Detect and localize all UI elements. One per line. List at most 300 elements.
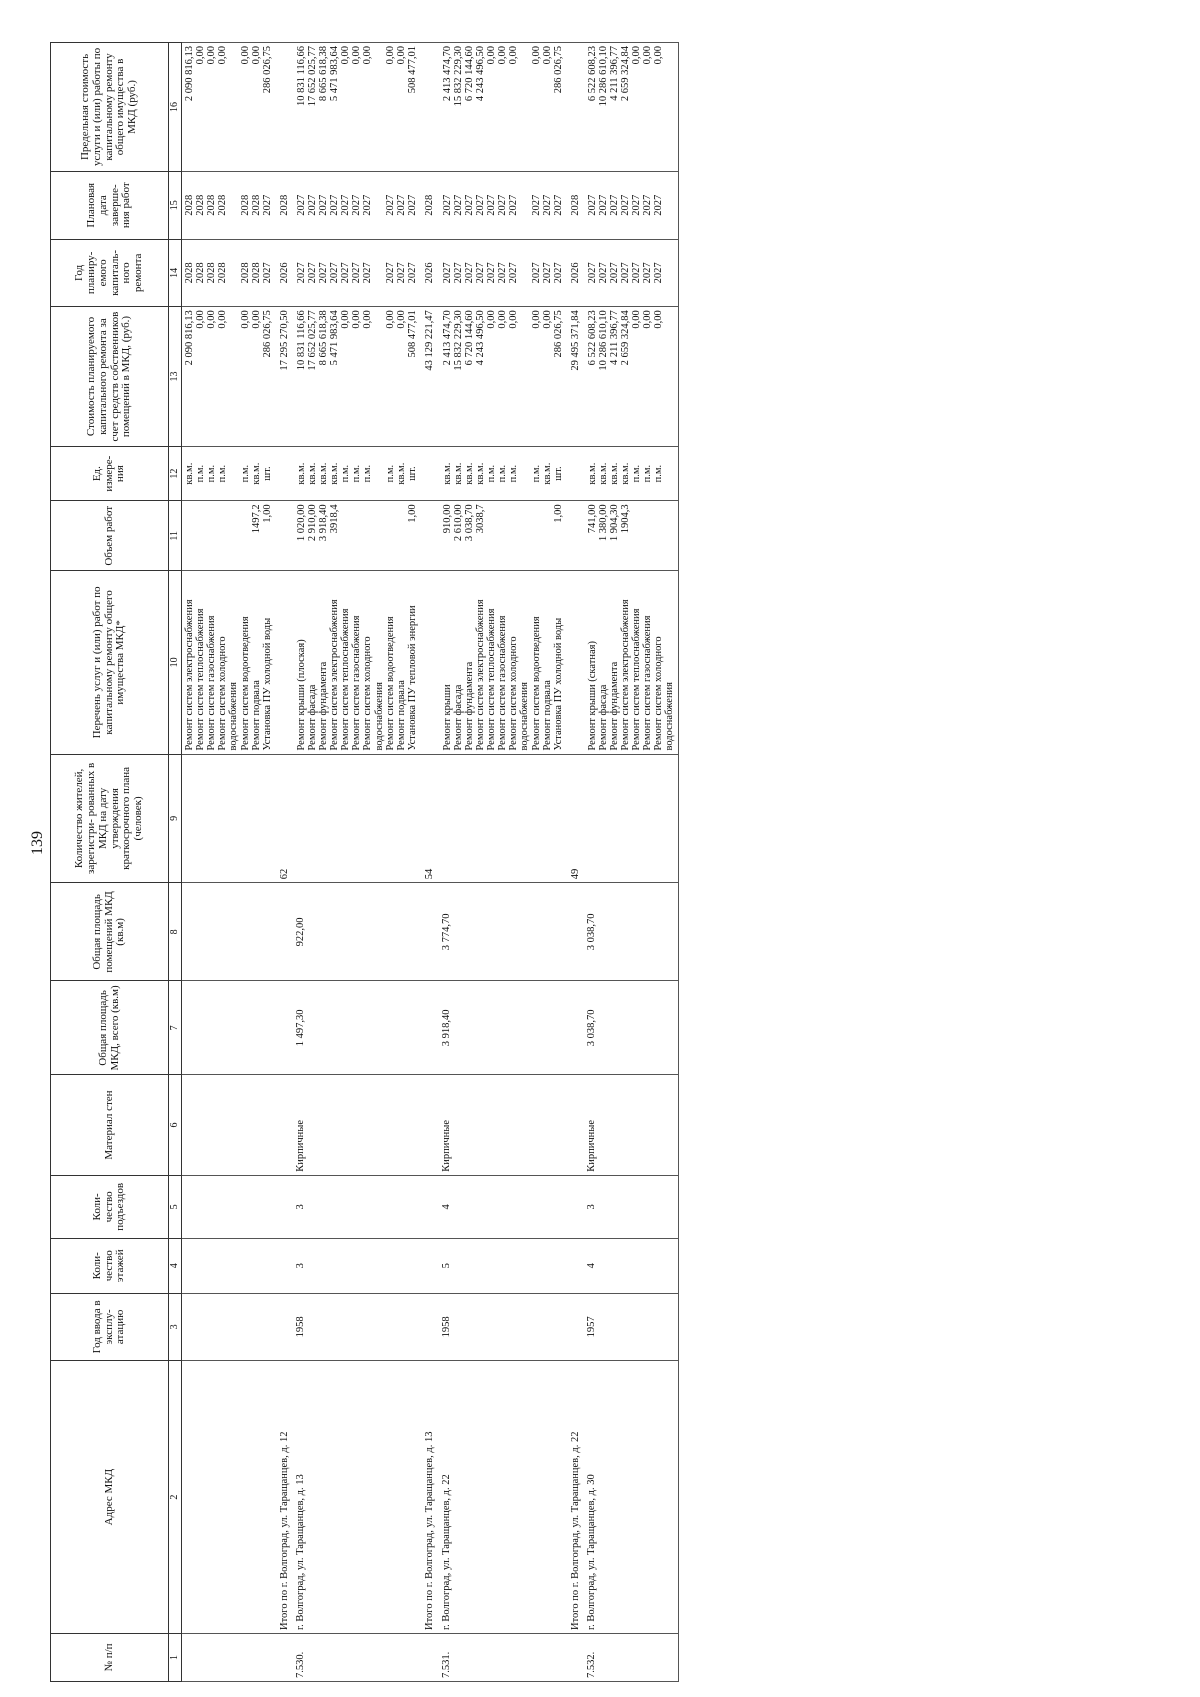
work-list-line: Установка ПУ тепловой энергии: [407, 605, 419, 751]
total-label: Итого по г. Волгоград, ул. Таращанцев, д. 12: [275, 1361, 294, 1634]
column-header: Предельная стоимость услуги и (или) работы по капитальному ремонту общего имущества в МКД (руб.): [51, 43, 169, 172]
end-date-list-line: 2027: [652, 194, 664, 216]
empty-cell: [275, 883, 294, 981]
entrances-count: 3: [294, 1175, 420, 1238]
year-list: [440, 239, 566, 307]
limit-list-line: 6 720 144,60: [463, 46, 475, 102]
volume-list-line: [486, 504, 497, 567]
volume-list-line: [497, 504, 508, 567]
limit-list-line: 0,00: [385, 46, 397, 65]
work-list-line: Ремонт систем теплоснабжения: [485, 608, 497, 751]
work-list-line: Ремонт систем теплоснабжения: [195, 608, 206, 751]
unit-list-line: п.м.: [641, 464, 653, 483]
continuation-row: [182, 43, 276, 1682]
cost-list-line: 2 659 324,84: [619, 310, 631, 366]
volume-list-line: [542, 504, 553, 567]
limit-list-line: 0,00: [496, 46, 508, 65]
volume-list-line: [631, 504, 642, 567]
unit-list-line: кв.м.: [307, 462, 319, 485]
capital-repair-table: [50, 42, 679, 1682]
end-date-list-line: 2027: [463, 194, 475, 216]
limit-list-line: 0,00: [641, 46, 653, 65]
column-number: 11: [169, 501, 182, 571]
empty-cell: [420, 1634, 439, 1682]
end-date-list-line: 2027: [385, 194, 397, 216]
column-header: Перечень услуг и (или) работ по капитальному ремонту общего имущества МКД*: [51, 571, 169, 754]
volume-list-line: 1 380,00: [597, 504, 609, 542]
cost-list-line: 15 832 229,30: [452, 310, 464, 371]
unit-list: [585, 446, 679, 501]
total-limit: [275, 43, 294, 172]
limit-list-line: 0,00: [206, 46, 217, 65]
volume-list-line: [385, 504, 396, 567]
work-list-line: Ремонт фасада: [452, 684, 464, 751]
end-date-list-line: 2027: [318, 194, 330, 216]
year-list-line: 2027: [385, 262, 397, 284]
work-list: [585, 571, 679, 754]
cost-list-line: 0,00: [541, 310, 553, 329]
empty-cell: [182, 1075, 276, 1175]
cost-list-line: 286 026,75: [262, 310, 273, 358]
commission-year: 1957: [585, 1293, 679, 1361]
volume-list-line: 1,00: [552, 504, 564, 523]
limit-list-line: 4 211 396,77: [608, 46, 620, 101]
empty-cell: [294, 754, 420, 883]
year-list-line: 2027: [463, 262, 475, 284]
limit-list-line: 0,00: [507, 46, 519, 65]
wall-material: Кирпичные: [440, 1075, 566, 1175]
volume-list-line: 1 904,30: [608, 504, 620, 542]
end-date-list-line: 2027: [608, 194, 620, 216]
empty-cell: [566, 446, 585, 501]
cost-list-line: 0,00: [630, 310, 642, 329]
work-list-line: Ремонт фундамента: [608, 661, 620, 751]
limit-list-line: 15 832 229,30: [452, 46, 464, 107]
end-date-list: [585, 171, 679, 239]
volume-list-line: 2 910,00: [307, 504, 319, 542]
limit-list-line: 4 243 496,50: [474, 46, 486, 102]
building-address: г. Волгоград, ул. Таращанцев, д. 30: [585, 1361, 679, 1634]
year-list-line: 2027: [541, 262, 553, 284]
volume-list: [585, 501, 679, 571]
year-list-line: 2027: [307, 262, 319, 284]
unit-list-line: п.м.: [340, 464, 352, 483]
work-list-line: Ремонт подвала: [396, 680, 408, 751]
table-header: [51, 43, 182, 1682]
volume-list-line: 3 038,70: [463, 504, 475, 542]
column-number: 2: [169, 1361, 182, 1634]
row-number: 7.530.: [294, 1634, 420, 1682]
limit-list-line: 10 286 610,10: [597, 46, 609, 107]
column-number: 8: [169, 883, 182, 981]
empty-cell: [182, 1175, 276, 1238]
total-label: Итого по г. Волгоград, ул. Таращанцев, д. 22: [566, 1361, 585, 1634]
work-list-line: Ремонт систем электроснабжения: [474, 599, 486, 751]
end-date-list-line: 2028: [195, 194, 206, 216]
year-list-line: 2027: [652, 262, 664, 284]
volume-list-line: 1904,3: [619, 504, 631, 534]
empty-cell: [420, 883, 439, 981]
work-list-line: Установка ПУ холодной воды: [262, 617, 273, 751]
cost-list-line: 0,00: [351, 310, 363, 329]
unit-list-line: п.м.: [385, 464, 397, 483]
volume-list-line: [362, 504, 385, 567]
volume-list-line: [184, 504, 195, 567]
cost-list-line: 5 471 983,64: [329, 310, 341, 366]
unit-list-line: кв.м.: [541, 462, 553, 485]
residents-count: 49: [566, 754, 585, 883]
work-list-line: Ремонт фасада: [307, 684, 319, 751]
end-date-list-line: 2027: [307, 194, 319, 216]
empty-cell: [420, 501, 439, 571]
cost-list-line: 8 665 618,38: [318, 310, 330, 366]
end-date-list-line: 2027: [362, 194, 374, 216]
limit-list-line: 0,00: [530, 46, 542, 65]
table-body: [182, 43, 679, 1682]
year-list-line: 2027: [619, 262, 631, 284]
limit-list-line: 0,00: [251, 46, 262, 65]
empty-cell: [182, 981, 276, 1075]
year-list-line: 2027: [329, 262, 341, 284]
column-number: 6: [169, 1075, 182, 1175]
column-header: Адрес МКД: [51, 1361, 169, 1634]
empty-cell: [275, 1293, 294, 1361]
unit-list-line: шт.: [262, 466, 273, 481]
column-header: Стоимость планируемого капитального ремонта за счет средств собственников помещений в МКД, (руб.): [51, 307, 169, 447]
empty-cell: [566, 1634, 585, 1682]
end-date-list-line: 2028: [240, 194, 251, 216]
limit-list-line: 2 659 324,84: [619, 46, 631, 102]
total-cost: 17 295 270,50: [275, 307, 294, 447]
end-date-list-line: 2027: [597, 194, 609, 216]
year-list-line: 2027: [586, 262, 598, 284]
empty-cell: [566, 1075, 585, 1175]
empty-cell: [420, 1239, 439, 1294]
unit-list-line: кв.м.: [441, 462, 453, 485]
total-label: Итого по г. Волгоград, ул. Таращанцев, д. 13: [420, 1361, 439, 1634]
year-list-line: 2027: [485, 262, 497, 284]
column-header: Общая площадь МКД, всего (кв.м): [51, 981, 169, 1075]
cost-list-line: 0,00: [396, 310, 408, 329]
unit-list: [294, 446, 420, 501]
empty-cell: [182, 1361, 276, 1634]
empty-cell: [440, 754, 566, 883]
work-list-line: Ремонт систем газоснабжения: [496, 615, 508, 751]
cost-list-line: 6 720 144,60: [463, 310, 475, 366]
cost-list-line: 4 243 496,50: [474, 310, 486, 366]
year-list-line: 2027: [407, 262, 419, 284]
end-date-list-line: 2027: [396, 194, 408, 216]
empty-cell: [275, 1634, 294, 1682]
end-date-list-line: 2028: [217, 194, 228, 216]
work-list-line: Ремонт систем электроснабжения: [619, 599, 631, 751]
work-list-line: Ремонт крыши (плоская): [296, 639, 308, 751]
unit-list-line: кв.м.: [396, 462, 408, 485]
limit-list-line: 17 652 025,77: [307, 46, 319, 107]
empty-cell: [566, 1175, 585, 1238]
limit-list-line: 0,00: [351, 46, 363, 65]
area-rooms: 3 038,70: [585, 883, 679, 981]
limit-list: [294, 43, 420, 172]
column-header: Ед. измере- ния: [51, 446, 169, 501]
volume-list-line: 1,00: [407, 504, 419, 523]
volume-list-line: [351, 504, 362, 567]
column-number: 5: [169, 1175, 182, 1238]
column-number: 16: [169, 43, 182, 172]
floors-count: 3: [294, 1239, 420, 1294]
work-list-line: Ремонт систем холодного водоснабжения: [652, 636, 676, 751]
end-date-list-line: 2027: [262, 194, 273, 216]
floors-count: 5: [440, 1239, 566, 1294]
end-date-list-line: 2027: [296, 194, 308, 216]
empty-cell: [566, 501, 585, 571]
total-end-date: 2028: [566, 171, 585, 239]
year-list-line: 2027: [362, 262, 374, 284]
work-list-line: Ремонт систем холодного водоснабжения: [507, 636, 530, 751]
year-list-line: 2027: [441, 262, 453, 284]
unit-list: [182, 446, 276, 501]
floors-count: 4: [585, 1239, 679, 1294]
year-list-line: 2027: [597, 262, 609, 284]
total-end-date: 2028: [420, 171, 439, 239]
year-list-line: 2027: [630, 262, 642, 284]
residents-count: 54: [420, 754, 439, 883]
end-date-list-line: 2027: [474, 194, 486, 216]
year-list: [182, 239, 276, 307]
volume-list-line: [396, 504, 407, 567]
unit-list-line: кв.м.: [251, 462, 262, 485]
total-year: 2026: [420, 239, 439, 307]
volume-list-line: [217, 504, 240, 567]
end-date-list-line: 2027: [340, 194, 352, 216]
end-date-list-line: 2027: [552, 194, 564, 216]
column-number: 14: [169, 239, 182, 307]
unit-list-line: п.м.: [351, 464, 363, 483]
unit-list-line: п.м.: [362, 464, 374, 483]
residents-count: 62: [275, 754, 294, 883]
limit-list-line: 0,00: [195, 46, 206, 65]
year-list-line: 2027: [474, 262, 486, 284]
volume-list-line: [508, 504, 531, 567]
building-row: [440, 43, 566, 1682]
volume-list-line: 3918,4: [329, 504, 341, 534]
page-number: 139: [29, 831, 46, 855]
unit-list-line: кв.м.: [474, 462, 486, 485]
entrances-count: 4: [440, 1175, 566, 1238]
cost-list-line: 0,00: [240, 310, 251, 329]
empty-cell: [182, 1239, 276, 1294]
wall-material: Кирпичные: [585, 1075, 679, 1175]
empty-cell: [275, 446, 294, 501]
end-date-list-line: 2027: [351, 194, 363, 216]
work-list-line: Ремонт систем газоснабжения: [351, 615, 363, 751]
cost-list: [294, 307, 420, 447]
unit-list-line: кв.м.: [329, 462, 341, 485]
unit-list-line: п.м.: [217, 464, 228, 483]
column-number: 7: [169, 981, 182, 1075]
cost-list-line: 10 286 610,10: [597, 310, 609, 371]
cost-list-line: 0,00: [496, 310, 508, 329]
unit-list-line: кв.м.: [296, 462, 308, 485]
work-list-line: Ремонт фасада: [597, 684, 609, 751]
cost-list-line: 0,00: [206, 310, 217, 329]
column-header: Коли- чество этажей: [51, 1239, 169, 1294]
cost-list-line: 0,00: [362, 310, 374, 329]
limit-list-line: 5 471 983,64: [329, 46, 341, 102]
volume-list-line: 3 918,40: [318, 504, 330, 542]
limit-list-line: 0,00: [485, 46, 497, 65]
year-list-line: 2027: [507, 262, 519, 284]
limit-list-line: 2 090 816,13: [184, 46, 195, 102]
work-list-line: Ремонт систем теплоснабжения: [340, 608, 352, 751]
empty-cell: [182, 883, 276, 981]
volume-list-line: 2 610,00: [452, 504, 464, 542]
limit-list-line: 0,00: [362, 46, 374, 65]
unit-list-line: кв.м.: [184, 462, 195, 485]
work-list-line: Ремонт крыши (скатная): [586, 641, 598, 751]
limit-list-line: 10 831 116,66: [296, 46, 308, 106]
work-list-line: Ремонт систем холодного водоснабжения: [362, 636, 385, 751]
total-year: 2026: [275, 239, 294, 307]
unit-list-line: кв.м.: [452, 462, 464, 485]
unit-list-line: п.м.: [206, 464, 217, 483]
column-number: 15: [169, 171, 182, 239]
cost-list-line: 6 522 608,23: [586, 310, 598, 366]
building-address: г. Волгоград, ул. Таращанцев, д. 13: [294, 1361, 420, 1634]
limit-list-line: 2 413 474,70: [441, 46, 453, 102]
end-date-list-line: 2027: [496, 194, 508, 216]
cost-list-line: 4 211 396,77: [608, 310, 620, 365]
work-list: [294, 571, 420, 754]
volume-list-line: [195, 504, 206, 567]
end-date-list-line: 2028: [184, 194, 195, 216]
year-list-line: 2027: [318, 262, 330, 284]
total-limit: [566, 43, 585, 172]
year-list-line: 2028: [240, 262, 251, 284]
empty-cell: [566, 981, 585, 1075]
empty-cell: [420, 1293, 439, 1361]
volume-list-line: 1497,2: [251, 504, 262, 534]
unit-list-line: кв.м.: [318, 462, 330, 485]
unit-list-line: п.м.: [195, 464, 206, 483]
unit-list-line: кв.м.: [597, 462, 609, 485]
building-row: [294, 43, 420, 1682]
commission-year: 1958: [440, 1293, 566, 1361]
header-row: [51, 43, 169, 1682]
year-list: [585, 239, 679, 307]
cost-list-line: 17 652 025,77: [307, 310, 319, 371]
unit-list-line: шт.: [552, 466, 564, 481]
year-list-line: 2027: [262, 262, 273, 284]
cost-list-line: 2 090 816,13: [184, 310, 195, 366]
column-number: 13: [169, 307, 182, 447]
unit-list: [440, 446, 566, 501]
empty-cell: [420, 981, 439, 1075]
unit-list-line: кв.м.: [463, 462, 475, 485]
cost-list-line: 0,00: [652, 310, 664, 329]
building-row: [585, 43, 679, 1682]
unit-list-line: п.м.: [496, 464, 508, 483]
year-list-line: 2027: [641, 262, 653, 284]
volume-list-line: 3038,7: [474, 504, 486, 534]
end-date-list-line: 2027: [452, 194, 464, 216]
unit-list-line: п.м.: [630, 464, 642, 483]
year-list-line: 2027: [608, 262, 620, 284]
cost-list: [585, 307, 679, 447]
limit-list-line: 8 665 618,38: [318, 46, 330, 102]
column-header: № п/п: [51, 1634, 169, 1682]
volume-list-line: [531, 504, 542, 567]
empty-cell: [566, 1239, 585, 1294]
total-end-date: 2028: [275, 171, 294, 239]
unit-list-line: п.м.: [485, 464, 497, 483]
work-list-line: Ремонт систем водоотведения: [240, 616, 251, 751]
total-limit: [420, 43, 439, 172]
limit-list-line: 0,00: [340, 46, 352, 65]
limit-list-line: 0,00: [541, 46, 553, 65]
limit-list-line: 0,00: [630, 46, 642, 65]
column-number: 1: [169, 1634, 182, 1682]
unit-list-line: кв.м.: [619, 462, 631, 485]
limit-list-line: 0,00: [217, 46, 228, 65]
column-header: Год ввода в эксплу- атацию: [51, 1293, 169, 1361]
empty-cell: [275, 1239, 294, 1294]
column-header: Количество жителей, зарегистри- рованных в МКД на дату утверждения краткосрочного плана (человек): [51, 754, 169, 883]
limit-list: [440, 43, 566, 172]
empty-cell: [275, 981, 294, 1075]
year-list-line: 2027: [552, 262, 564, 284]
year-list-line: 2027: [296, 262, 308, 284]
work-list-line: Ремонт крыши: [441, 684, 453, 751]
cost-list: [440, 307, 566, 447]
year-list-line: 2028: [184, 262, 195, 284]
empty-cell: [420, 1175, 439, 1238]
limit-list-line: 6 522 608,23: [586, 46, 598, 102]
cost-list-line: 0,00: [507, 310, 519, 329]
volume-list: [440, 501, 566, 571]
cost-list-line: 508 477,01: [407, 310, 419, 358]
unit-list-line: п.м.: [507, 464, 519, 483]
year-list: [294, 239, 420, 307]
volume-list-line: [240, 504, 251, 567]
cost-list-line: 0,00: [530, 310, 542, 329]
column-number-row: [169, 43, 182, 1682]
limit-list: [585, 43, 679, 172]
end-date-list-line: 2027: [641, 194, 653, 216]
unit-list-line: кв.м.: [586, 462, 598, 485]
cost-list-line: 0,00: [251, 310, 262, 329]
empty-cell: [275, 501, 294, 571]
unit-list-line: кв.м.: [608, 462, 620, 485]
end-date-list-line: 2028: [206, 194, 217, 216]
cost-list-line: 0,00: [217, 310, 228, 329]
column-number: 9: [169, 754, 182, 883]
area-total: 1 497,30: [294, 981, 420, 1075]
empty-cell: [275, 1175, 294, 1238]
unit-list-line: п.м.: [530, 464, 542, 483]
work-list-line: Установка ПУ холодной воды: [552, 617, 564, 751]
year-list-line: 2027: [496, 262, 508, 284]
row-number: 7.532.: [585, 1634, 679, 1682]
limit-list: [182, 43, 276, 172]
work-list: [440, 571, 566, 754]
empty-cell: [182, 1634, 276, 1682]
cost-list-line: 286 026,75: [552, 310, 564, 358]
work-list-line: Ремонт подвала: [541, 680, 553, 751]
empty-cell: [420, 1075, 439, 1175]
work-list-line: Ремонт систем электроснабжения: [184, 599, 195, 751]
work-list-line: Ремонт фундамента: [463, 661, 475, 751]
